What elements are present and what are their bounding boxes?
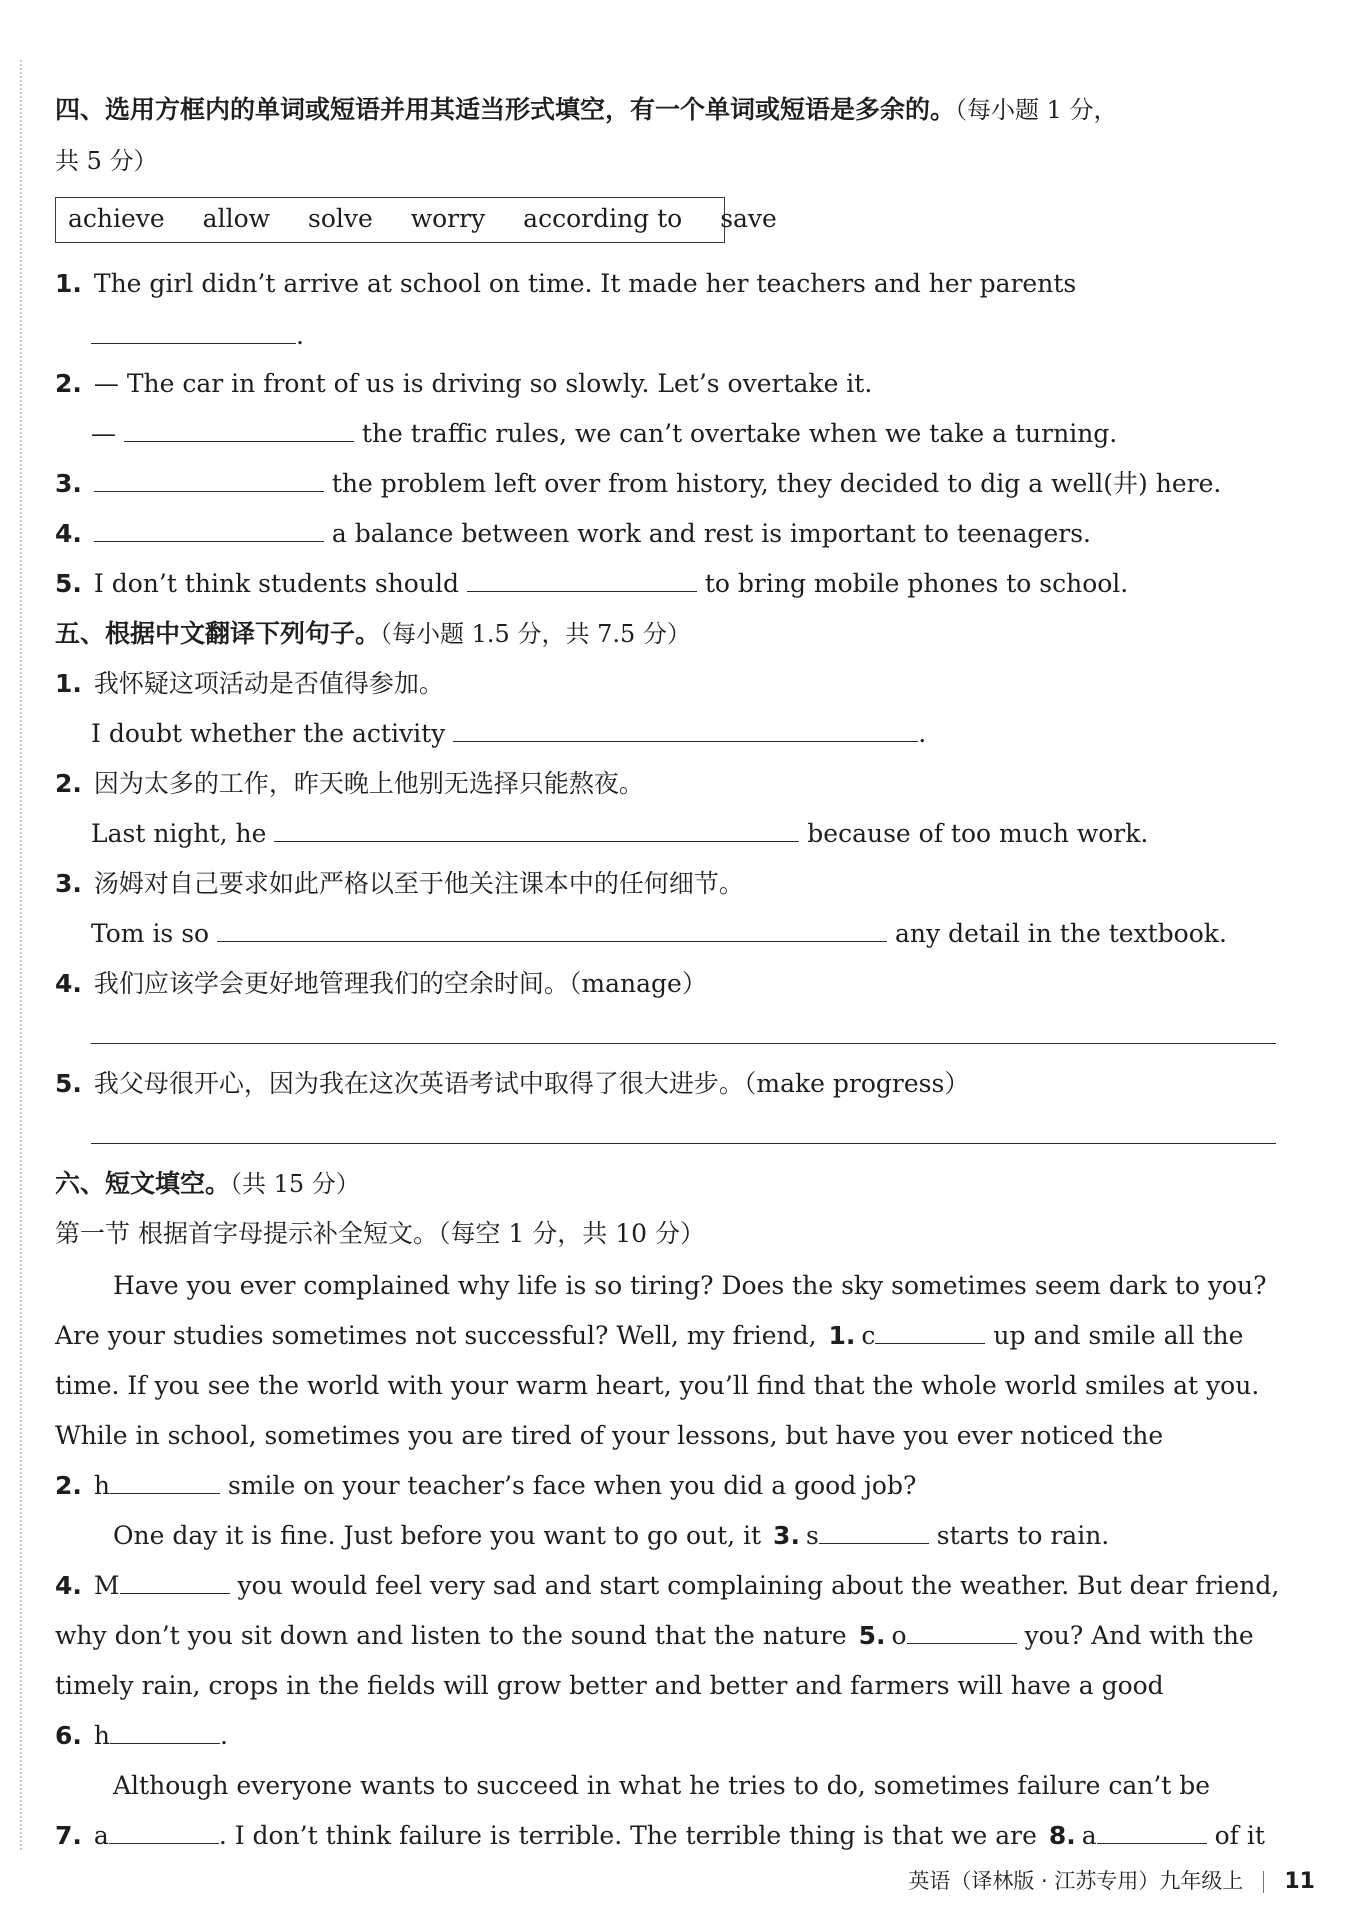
- s4-q4: 4. a balance between work and rest is important to teenagers.: [55, 519, 1092, 548]
- answer-blank[interactable]: [91, 321, 296, 344]
- s5-q5-chinese: 5. 我父母很开心，因为我在这次英语考试中取得了很大进步。（make progress）: [55, 1069, 970, 1098]
- word-bank-item: save: [720, 204, 777, 233]
- s4-q1-line2: .: [91, 318, 304, 354]
- answer-blank[interactable]: [110, 1721, 220, 1744]
- passage-line: One day it is fine. Just before you want to go out, it 3. s starts to rain.: [113, 1521, 1110, 1550]
- passage-line: 2. h smile on your teacher’s face when you did a good job?: [55, 1471, 917, 1500]
- s5-q4-answer-line: [91, 1018, 1276, 1054]
- answer-blank[interactable]: [120, 1571, 230, 1594]
- answer-blank[interactable]: [94, 519, 324, 542]
- passage-line: timely rain, crops in the fields will grow better and better and farmers will have a good: [55, 1671, 1164, 1700]
- answer-blank[interactable]: [109, 1821, 219, 1844]
- answer-blank[interactable]: [453, 719, 918, 742]
- passage-line: why don’t you sit down and listen to the sound that the nature 5. o you? And with the: [55, 1621, 1254, 1650]
- answer-blank[interactable]: [124, 419, 354, 442]
- s5-q3-english: Tom is so any detail in the textbook.: [91, 919, 1227, 948]
- book-title: 英语（译林版 · 江苏专用）九年级上: [908, 1869, 1244, 1893]
- s5-q5-answer-line: [91, 1118, 1276, 1154]
- answer-blank[interactable]: [217, 919, 887, 942]
- page-footer: [908, 1865, 1315, 1895]
- answer-blank[interactable]: [274, 819, 799, 842]
- s4-q3: 3. the problem left over from history, they decided to dig a well(井) here.: [55, 469, 1222, 498]
- passage-line: 6. h .: [55, 1721, 228, 1750]
- binding-margin-line: [20, 60, 22, 1850]
- s5-q1-english: I doubt whether the activity .: [91, 719, 927, 748]
- s5-q2-chinese: 2. 因为太多的工作，昨天晚上他别无选择只能熬夜。: [55, 769, 644, 798]
- s4-q5: 5. I don’t think students should to bring mobile phones to school.: [55, 569, 1129, 598]
- section6-heading: 六、短文填空。（共 15 分）: [55, 1169, 360, 1198]
- passage-line: While in school, sometimes you are tired of your lessons, but have you ever noticed the: [55, 1421, 1164, 1450]
- passage-line: time. If you see the world with your warm heart, you’ll find that the whole world smiles at you.: [55, 1371, 1260, 1400]
- answer-blank[interactable]: [91, 1121, 1276, 1144]
- section6-part1-label: 第一节 根据首字母提示补全短文。（每空 1 分，共 10 分）: [55, 1219, 705, 1248]
- answer-blank[interactable]: [91, 1021, 1276, 1044]
- s5-q1-chinese: 1. 我怀疑这项活动是否值得参加。: [55, 669, 444, 698]
- answer-blank[interactable]: [907, 1621, 1017, 1644]
- s5-q4-chinese: 4. 我们应该学会更好地管理我们的空余时间。（manage）: [55, 969, 707, 998]
- answer-blank[interactable]: [110, 1471, 220, 1494]
- passage-line: Although everyone wants to succeed in what he tries to do, sometimes failure can’t be: [113, 1771, 1211, 1800]
- section5-heading: 五、根据中文翻译下列句子。（每小题 1.5 分，共 7.5 分）: [55, 619, 691, 648]
- section4-heading: 四、选用方框内的单词或短语并用其适当形式填空，有一个单词或短语是多余的。（每小题 1 分，: [55, 95, 1118, 124]
- passage-line: Are your studies sometimes not successful? Well, my friend, 1. c up and smile all the: [55, 1321, 1244, 1350]
- word-bank-item: allow: [202, 204, 271, 233]
- s5-q3-chinese: 3. 汤姆对自己要求如此严格以至于他关注课本中的任何细节。: [55, 869, 744, 898]
- passage-line: 4. M you would feel very sad and start complaining about the weather. But dear friend,: [55, 1571, 1280, 1600]
- word-bank-box: [55, 197, 777, 243]
- answer-blank[interactable]: [1097, 1821, 1207, 1844]
- page-number: 11: [1284, 1869, 1315, 1894]
- word-bank-item: solve: [307, 204, 373, 233]
- s5-q2-english: Last night, he because of too much work.: [91, 819, 1149, 848]
- answer-blank[interactable]: [94, 469, 324, 492]
- word-bank-item: achieve: [68, 204, 165, 233]
- s4-q1-line1: 1. The girl didn’t arrive at school on time. It made her teachers and her parents: [55, 269, 1077, 298]
- section4-heading-cont: 共 5 分）: [55, 147, 158, 175]
- answer-blank[interactable]: [467, 569, 697, 592]
- word-bank-item: worry: [410, 204, 486, 233]
- passage-line: Have you ever complained why life is so tiring? Does the sky sometimes seem dark to you?: [113, 1271, 1267, 1300]
- answer-blank[interactable]: [875, 1321, 985, 1344]
- word-bank-item: according to: [523, 204, 683, 233]
- answer-blank[interactable]: [819, 1521, 929, 1544]
- footer-divider: [1263, 1871, 1264, 1893]
- s4-q2-line1: 2. — The car in front of us is driving so slowly. Let’s overtake it.: [55, 369, 873, 398]
- s4-q2-line2: — the traffic rules, we can’t overtake when we take a turning.: [91, 419, 1118, 448]
- passage-line: 7. a . I don’t think failure is terrible. The terrible thing is that we are 8. a of it: [55, 1821, 1265, 1850]
